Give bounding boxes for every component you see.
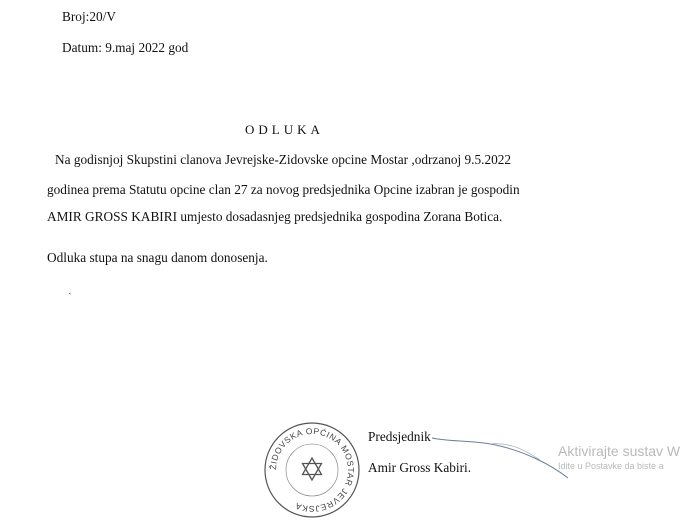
svg-text:ŽIDOVSKA OPĆINA MOSTAR JEVREJS [268,426,356,514]
star-of-david-icon [303,458,322,480]
document-date: Datum: 9.maj 2022 god [62,40,189,55]
signature-name: Amir Gross Kabiri. [368,460,472,475]
official-seal-icon [262,420,362,520]
watermark-subtitle: Idite u Postavke da biste a [558,461,664,471]
seal-text: ŽIDOVSKA OPĆINA MOSTAR JEVREJSKA [267,425,357,515]
stray-mark: ˏ [68,283,72,295]
body-line-1: Na godisnjoj Skupstini clanova Jevrejske-Zidovske opcine Mostar ,odrzanoj 9.5.2022 [55,152,512,167]
watermark-title: Aktivirajte sustav W [558,443,681,459]
body-line-4: Odluka stupa na snagu danom donosenja. [47,250,268,265]
activation-watermark [558,443,680,471]
body-line-3: AMIR GROSS KABIRI umjesto dosadasnjeg predsjednika gospodina Zorana Botica. [47,209,503,224]
body-line-2: godinea prema Statutu opcine clan 27 za novog predsjednika Opcine izabran je gospodin [47,182,520,197]
document-title: ODLUKA [245,122,324,137]
signature-role: Predsjednik [368,429,431,444]
document-number: Broj:20/V [62,9,116,24]
